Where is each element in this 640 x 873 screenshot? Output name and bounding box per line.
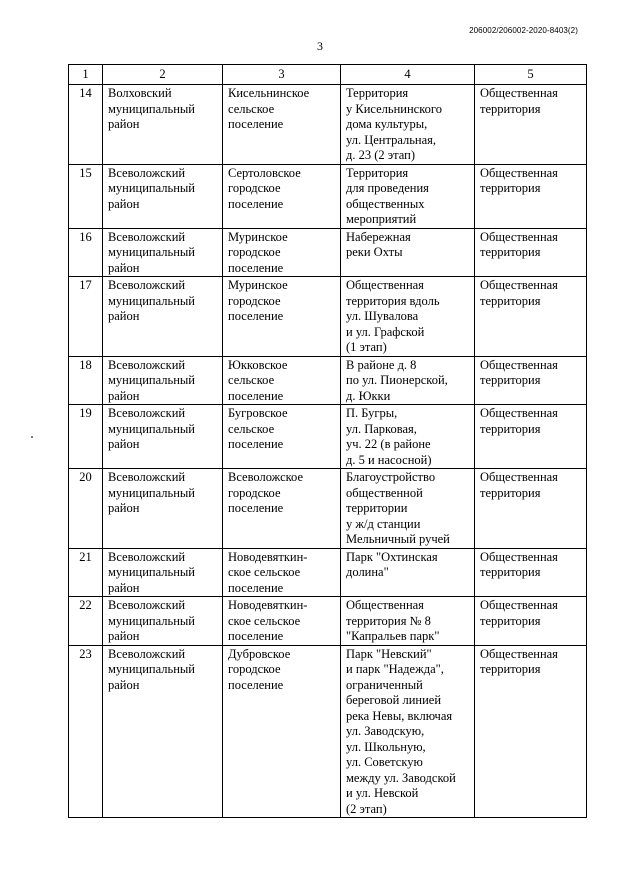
- territory-type-cell: Общественная территория: [475, 164, 587, 228]
- column-header: 1: [69, 65, 103, 85]
- district-cell: Всеволожский муниципальный район: [103, 277, 223, 357]
- row-number: 17: [69, 277, 103, 357]
- settlement-cell: Сертоловское городское поселение: [223, 164, 341, 228]
- territory-cell: Парк "Невский" и парк "Надежда", ограниченный береговой линией река Невы, включая ул. Заводскую, ул. Школьную, ул. Советскую между ул. Заводской и ул. Невской (2 этап): [341, 645, 475, 818]
- territory-type-cell: Общественная территория: [475, 469, 587, 549]
- settlement-cell: Муринское городское поселение: [223, 277, 341, 357]
- table-header-row: [69, 65, 587, 85]
- column-header: 5: [475, 65, 587, 85]
- page-number: 3: [317, 39, 323, 53]
- territory-cell: П. Бугры, ул. Парковая, уч. 22 (в районе д. 5 и насосной): [341, 405, 475, 469]
- table-row: [69, 405, 587, 469]
- row-number: 22: [69, 597, 103, 646]
- territory-cell: Территория для проведения общественных мероприятий: [341, 164, 475, 228]
- row-number: 21: [69, 548, 103, 597]
- territory-cell: Общественная территория № 8 "Капральев парк": [341, 597, 475, 646]
- district-cell: Всеволожский муниципальный район: [103, 228, 223, 277]
- territory-type-cell: Общественная территория: [475, 548, 587, 597]
- territories-table: [68, 64, 587, 818]
- table-row: [69, 645, 587, 818]
- territory-type-cell: Общественная территория: [475, 645, 587, 818]
- column-header: 2: [103, 65, 223, 85]
- row-number: 18: [69, 356, 103, 405]
- table-row: [69, 228, 587, 277]
- territory-type-cell: Общественная территория: [475, 356, 587, 405]
- district-cell: Волховский муниципальный район: [103, 85, 223, 165]
- scan-speck: [31, 436, 33, 438]
- table-row: [69, 356, 587, 405]
- territory-cell: Парк "Охтинская долина": [341, 548, 475, 597]
- settlement-cell: Юкковское сельское поселение: [223, 356, 341, 405]
- settlement-cell: Новодевяткин- ское сельское поселение: [223, 597, 341, 646]
- row-number: 14: [69, 85, 103, 165]
- district-cell: Всеволожский муниципальный район: [103, 597, 223, 646]
- territory-type-cell: Общественная территория: [475, 405, 587, 469]
- territory-type-cell: Общественная территория: [475, 277, 587, 357]
- table-row: [69, 164, 587, 228]
- settlement-cell: Кисельнинское сельское поселение: [223, 85, 341, 165]
- district-cell: Всеволожский муниципальный район: [103, 356, 223, 405]
- document-id: 206002/206002-2020-8403(2): [469, 26, 578, 35]
- table-row: [69, 548, 587, 597]
- settlement-cell: Дубровское городское поселение: [223, 645, 341, 818]
- column-header: 4: [341, 65, 475, 85]
- column-header: 3: [223, 65, 341, 85]
- table-row: [69, 597, 587, 646]
- territory-type-cell: Общественная территория: [475, 228, 587, 277]
- row-number: 19: [69, 405, 103, 469]
- territory-type-cell: Общественная территория: [475, 597, 587, 646]
- table-row: [69, 277, 587, 357]
- territory-type-cell: Общественная территория: [475, 85, 587, 165]
- row-number: 20: [69, 469, 103, 549]
- row-number: 15: [69, 164, 103, 228]
- row-number: 23: [69, 645, 103, 818]
- table-row: [69, 469, 587, 549]
- district-cell: Всеволожский муниципальный район: [103, 469, 223, 549]
- territory-cell: Благоустройство общественной территории у ж/д станции Мельничный ручей: [341, 469, 475, 549]
- district-cell: Всеволожский муниципальный район: [103, 405, 223, 469]
- district-cell: Всеволожский муниципальный район: [103, 164, 223, 228]
- settlement-cell: Новодевяткин- ское сельское поселение: [223, 548, 341, 597]
- territory-cell: В районе д. 8 по ул. Пионерской, д. Юкки: [341, 356, 475, 405]
- territory-cell: Набережная реки Охты: [341, 228, 475, 277]
- district-cell: Всеволожский муниципальный район: [103, 645, 223, 818]
- settlement-cell: Бугровское сельское поселение: [223, 405, 341, 469]
- settlement-cell: Всеволожское городское поселение: [223, 469, 341, 549]
- territory-cell: Общественная территория вдоль ул. Шувалова и ул. Графской (1 этап): [341, 277, 475, 357]
- table-body: [69, 85, 587, 818]
- territory-cell: Территория у Кисельнинского дома культуры, ул. Центральная, д. 23 (2 этап): [341, 85, 475, 165]
- settlement-cell: Муринское городское поселение: [223, 228, 341, 277]
- row-number: 16: [69, 228, 103, 277]
- district-cell: Всеволожский муниципальный район: [103, 548, 223, 597]
- table-row: [69, 85, 587, 165]
